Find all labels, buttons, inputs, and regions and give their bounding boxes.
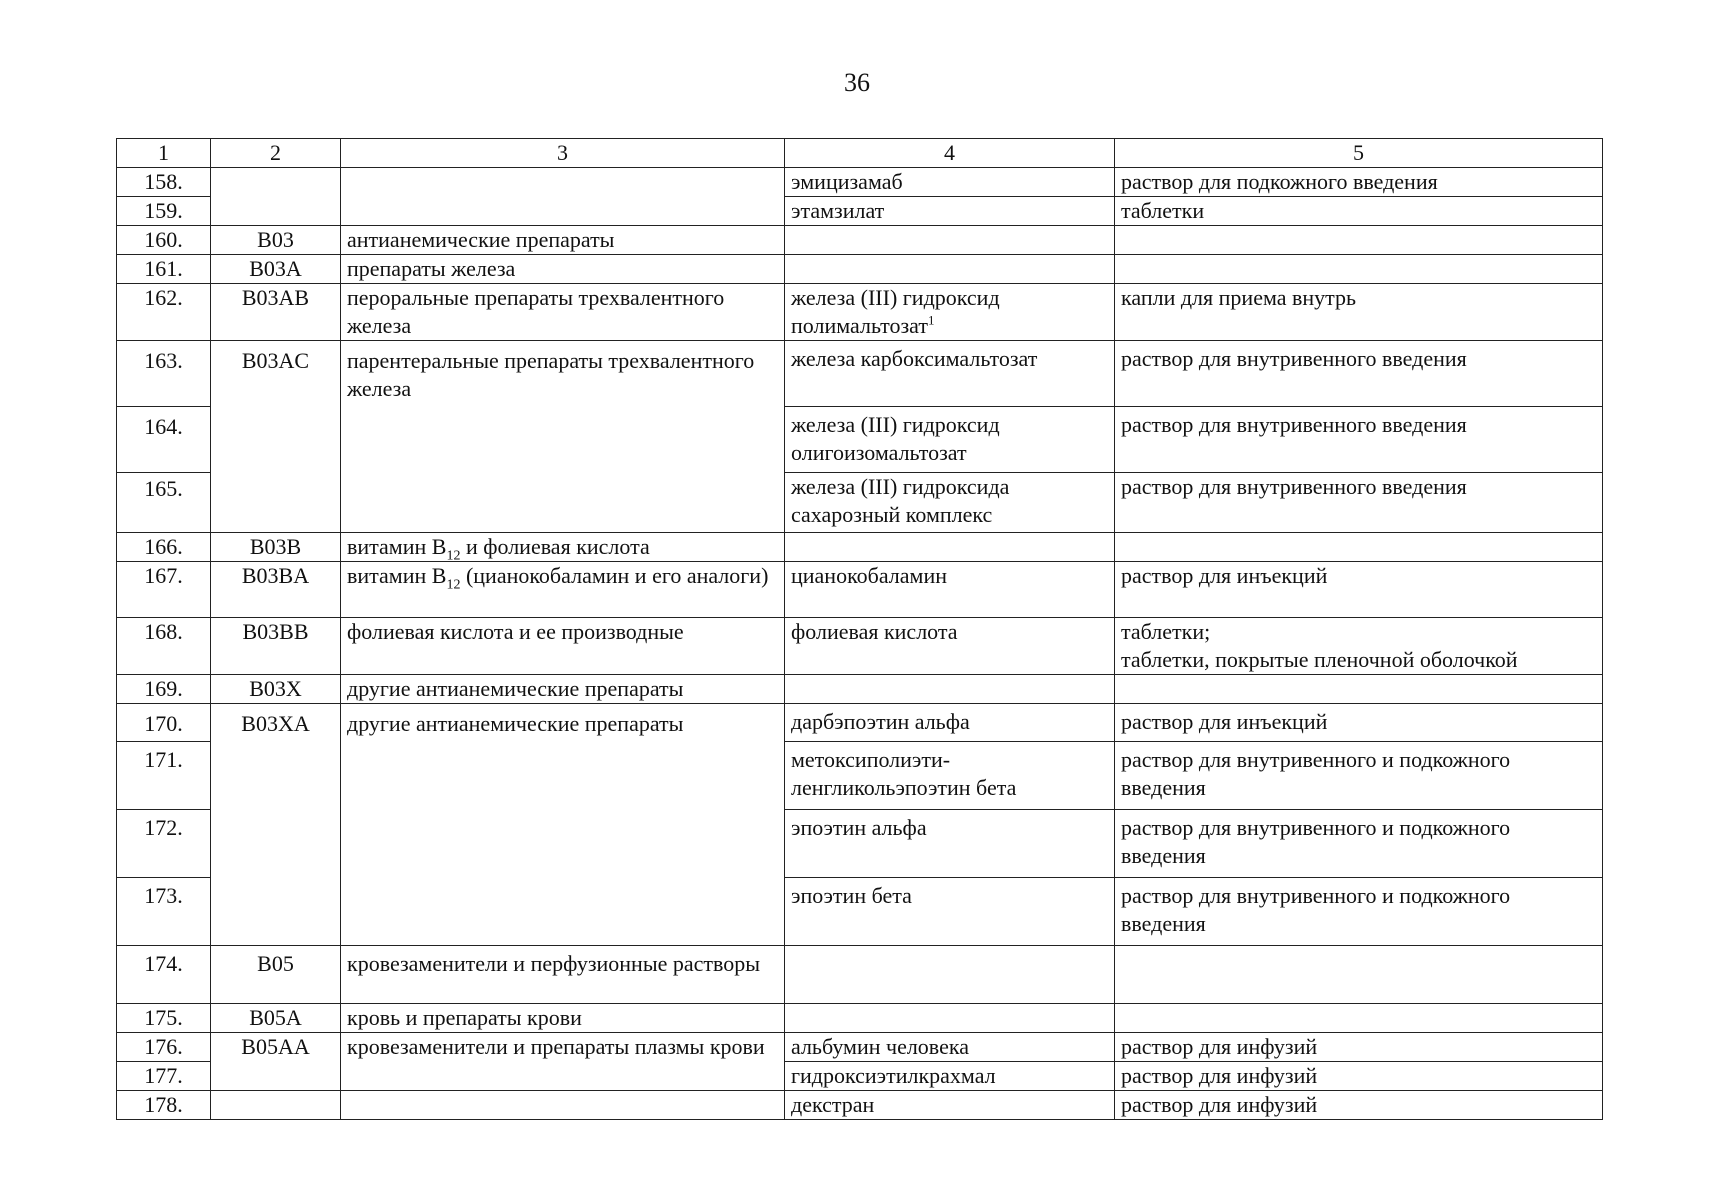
column-header-4: 4 [785,139,1115,168]
drug-name-line: ленгликольэпоэтин бета [791,775,1017,800]
drug-name [785,1004,1115,1033]
footnote-marker: 1 [927,312,935,328]
atc-code: B03B [211,533,341,562]
group-name: фолиевая кислота и ее производные [341,618,785,675]
group-subscript: 12 [446,577,461,593]
dosage-form: раствор для внутривенного введения [1115,473,1603,533]
row-number: 161. [117,255,211,284]
drug-name [785,255,1115,284]
atc-code: B03AB [211,284,341,341]
row-number: 165. [117,473,211,533]
atc-code: B05A [211,1004,341,1033]
column-header-3: 3 [341,139,785,168]
dosage-form: раствор для инъекций [1115,562,1603,618]
drug-name: фолиевая кислота [785,618,1115,675]
drug-name: этамзилат [785,197,1115,226]
drug-name: железа карбоксимальтозат [785,341,1115,407]
group-name: парентеральные препараты трехвалентного железа [341,341,785,533]
drug-name: эмицизамаб [785,168,1115,197]
group-text-a: витамин B [347,563,447,588]
dosage-form: раствор для внутривенного и подкожного введения [1115,810,1603,878]
drug-name: железа (III) гидроксид олигоизомальтозат [785,407,1115,473]
group-cell [341,168,785,226]
row-number: 173. [117,878,211,946]
dosage-form: раствор для инфузий [1115,1062,1603,1091]
drug-name [785,226,1115,255]
atc-code-cell [211,168,341,226]
dosage-form: раствор для инъекций [1115,704,1603,742]
row-number: 167. [117,562,211,618]
dosage-form: раствор для внутривенного и подкожного введения [1115,878,1603,946]
row-number: 158. [117,168,211,197]
atc-code: B03 [211,226,341,255]
row-number: 176. [117,1033,211,1062]
drug-name: эпоэтин бета [785,878,1115,946]
row-number: 164. [117,407,211,473]
row-number: 171. [117,742,211,810]
group-text-b: (цианокобаламин и его аналоги) [460,563,769,588]
column-header-2: 2 [211,139,341,168]
dosage-form: капли для приема внутрь [1115,284,1603,341]
drug-name: альбумин человека [785,1033,1115,1062]
dosage-form: раствор для инфузий [1115,1091,1603,1120]
dosage-form: раствор для подкожного введения [1115,168,1603,197]
group-name [341,562,785,618]
atc-code: B05AA [211,1033,341,1091]
table-row [117,675,1603,704]
group-name: кровезаменители и препараты плазмы крови [341,1033,785,1091]
row-number: 177. [117,1062,211,1091]
atc-code: B03X [211,675,341,704]
atc-code: B03BA [211,562,341,618]
column-header-1: 1 [117,139,211,168]
dosage-form [1115,255,1603,284]
drug-name-text: железа (III) гидроксид полимальтозат [791,285,1000,338]
table-header-row [117,139,1603,168]
row-number: 172. [117,810,211,878]
dosage-form-line: таблетки, покрытые пленочной оболочкой [1121,647,1518,672]
dosage-form [1115,226,1603,255]
row-number: 166. [117,533,211,562]
dosage-form [1115,618,1603,675]
table-row [117,341,1603,407]
row-number: 169. [117,675,211,704]
table-row [117,1091,1603,1120]
group-name [341,533,785,562]
drug-name: цианокобаламин [785,562,1115,618]
drug-name: декстран [785,1091,1115,1120]
dosage-form: раствор для внутривенного введения [1115,341,1603,407]
row-number: 160. [117,226,211,255]
row-number: 170. [117,704,211,742]
dosage-form-line: таблетки; [1121,619,1211,644]
page-number: 36 [844,68,870,97]
table-row [117,1004,1603,1033]
table-row [117,533,1603,562]
group-name: антианемические препараты [341,226,785,255]
drug-name [785,284,1115,341]
group-cell [341,1091,785,1120]
drug-list-table [116,138,1603,1120]
atc-code: B03BB [211,618,341,675]
table-row [117,255,1603,284]
table-row [117,226,1603,255]
table-row [117,1033,1603,1062]
group-name: пероральные препараты трехвалентного железа [341,284,785,341]
row-number: 163. [117,341,211,407]
atc-code-cell [211,1091,341,1120]
dosage-form [1115,1004,1603,1033]
group-subscript: 12 [446,548,461,562]
table-row [117,562,1603,618]
drug-name-line: метоксиполиэти- [791,747,951,772]
group-name: препараты железа [341,255,785,284]
drug-name: дарбэпоэтин альфа [785,704,1115,742]
drug-name: гидроксиэтилкрахмал [785,1062,1115,1091]
dosage-form: раствор для внутривенного введения [1115,407,1603,473]
group-name: кровезаменители и перфузионные растворы [341,946,785,1004]
dosage-form: таблетки [1115,197,1603,226]
drug-name [785,675,1115,704]
drug-name [785,533,1115,562]
atc-code: B03XA [211,704,341,946]
group-name: другие антианемические препараты [341,675,785,704]
dosage-form: раствор для внутривенного и подкожного введения [1115,742,1603,810]
drug-name [785,946,1115,1004]
row-number: 174. [117,946,211,1004]
row-number: 162. [117,284,211,341]
atc-code: B03A [211,255,341,284]
group-text-b: и фолиевая кислота [460,534,650,559]
row-number: 159. [117,197,211,226]
drug-name: эпоэтин альфа [785,810,1115,878]
atc-code: B03AC [211,341,341,533]
table-row [117,168,1603,197]
group-text-a: витамин B [347,534,447,559]
drug-name [785,742,1115,810]
table-row [117,704,1603,742]
table-row [117,946,1603,1004]
row-number: 168. [117,618,211,675]
group-name: другие антианемические препараты [341,704,785,946]
dosage-form [1115,675,1603,704]
column-header-5: 5 [1115,139,1603,168]
dosage-form: раствор для инфузий [1115,1033,1603,1062]
drug-name: железа (III) гидроксида сахарозный комплекс [785,473,1115,533]
table-row [117,284,1603,341]
dosage-form [1115,533,1603,562]
atc-code: B05 [211,946,341,1004]
dosage-form [1115,946,1603,1004]
row-number: 175. [117,1004,211,1033]
row-number: 178. [117,1091,211,1120]
group-name: кровь и препараты крови [341,1004,785,1033]
table-row [117,618,1603,675]
